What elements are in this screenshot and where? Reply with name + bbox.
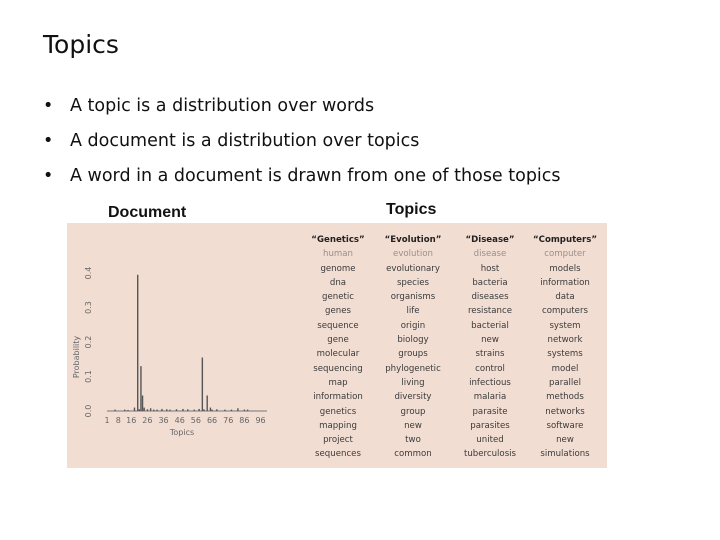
topic-word: software (546, 420, 584, 431)
topic-header: “Disease” (465, 235, 515, 245)
topic-word: molecular (316, 349, 360, 360)
topic-header: “Computers” (532, 235, 598, 245)
topic-word: information (540, 277, 590, 288)
topic-word: new (481, 335, 499, 346)
topic-word: infectious (469, 377, 511, 388)
topic-word: life (406, 306, 420, 317)
bullet-item (43, 159, 561, 194)
topic-word: gene (327, 335, 349, 346)
topic-word: new (556, 435, 574, 446)
topic-word: parallel (549, 377, 581, 388)
x-tick-label: 56 (190, 416, 201, 425)
x-tick-label: 8 (115, 416, 121, 425)
x-tick-label: 26 (142, 416, 153, 425)
topic-word: bacterial (471, 320, 509, 331)
slide-title: Topics (43, 30, 119, 59)
topic-word: phylogenetic (385, 363, 441, 374)
topic-word: evolution (393, 249, 433, 260)
bullet-item (43, 89, 561, 124)
topic-word: human (323, 249, 353, 260)
y-tick-label: 0.0 (84, 404, 93, 418)
x-tick-label: 76 (223, 416, 234, 425)
topic-word: resistance (467, 306, 513, 317)
bullet-text: A document is a distribution over topics (70, 131, 420, 151)
x-tick-label: 46 (174, 416, 185, 425)
topic-word: sequencing (313, 363, 363, 374)
y-tick-label: 0.1 (84, 370, 93, 383)
x-tick-label: 1 (104, 416, 110, 425)
y-tick-label: 0.3 (84, 301, 93, 314)
topic-word: network (547, 335, 583, 346)
topic-word: genetic (322, 292, 354, 303)
topic-word: common (394, 449, 432, 460)
topic-word: control (475, 363, 505, 374)
topic-word: biology (397, 335, 429, 346)
topic-word: organisms (390, 292, 436, 303)
topic-word: computer (544, 249, 586, 260)
lda-figure (67, 223, 607, 468)
y-tick-label: 0.4 (84, 266, 93, 280)
bullet-list (43, 89, 561, 194)
topic-word: sequence (317, 320, 359, 331)
topic-word: disease (473, 249, 507, 260)
y-tick-label: 0.2 (84, 335, 93, 349)
topic-word: bacteria (472, 277, 508, 288)
topic-word: genetics (319, 406, 357, 417)
topic-word: information (313, 392, 363, 403)
topic-word: model (551, 363, 579, 374)
topic-word: parasite (472, 406, 508, 417)
topic-word: strains (475, 349, 505, 360)
topic-word: new (404, 420, 422, 431)
topic-header: “Evolution” (384, 235, 442, 245)
topic-word: map (328, 377, 348, 388)
y-axis-label: Probability (72, 335, 81, 379)
bullet-text: A topic is a distribution over words (70, 96, 375, 116)
topic-word: computers (542, 306, 588, 317)
topic-word: groups (398, 349, 428, 360)
x-tick-label: 36 (158, 416, 169, 425)
topic-word: genes (325, 306, 351, 317)
topic-word: simulations (540, 449, 590, 460)
x-tick-label: 86 (239, 416, 250, 425)
topic-word: mapping (319, 420, 357, 431)
document-label: Document (108, 204, 187, 221)
x-axis-label: Topics (169, 428, 195, 437)
topic-column (525, 233, 605, 462)
topic-word: two (405, 435, 421, 446)
bullet-text: A word in a document is drawn from one of those topics (70, 166, 561, 186)
topic-word: models (549, 263, 581, 274)
x-tick-label: 16 (126, 416, 137, 425)
topic-word: project (323, 435, 353, 446)
topic-word: diseases (471, 292, 509, 303)
topic-word: parasites (470, 420, 510, 431)
topic-header: “Genetics” (311, 235, 365, 245)
topic-word: species (396, 277, 430, 288)
topic-word: methods (546, 392, 584, 403)
topic-word: system (549, 320, 581, 331)
bullet-item (43, 124, 561, 159)
topic-word: systems (547, 349, 583, 360)
topic-word: dna (329, 277, 347, 288)
topic-word: genome (320, 263, 356, 274)
x-tick-label: 96 (255, 416, 266, 425)
topic-word: malaria (473, 392, 507, 403)
topic-column (298, 233, 378, 462)
topic-proportion-chart (67, 223, 277, 468)
topic-word: united (476, 435, 504, 446)
topic-word: evolutionary (386, 263, 440, 274)
topic-word: networks (545, 406, 585, 417)
topic-word: origin (400, 320, 426, 331)
topic-word: data (555, 292, 575, 303)
bullet-glyph: • (43, 166, 54, 186)
topic-word: sequences (315, 449, 361, 460)
topic-word: group (400, 406, 426, 417)
topics-label: Topics (386, 201, 437, 218)
bullet-glyph: • (43, 131, 54, 151)
topic-word: living (401, 377, 425, 388)
topic-word: host (480, 263, 500, 274)
topic-column (450, 233, 530, 462)
topic-word: tuberculosis (463, 449, 517, 460)
x-tick-label: 66 (206, 416, 218, 425)
topic-column (373, 233, 453, 462)
bullet-glyph: • (43, 96, 54, 116)
topic-word: diversity (394, 392, 432, 403)
